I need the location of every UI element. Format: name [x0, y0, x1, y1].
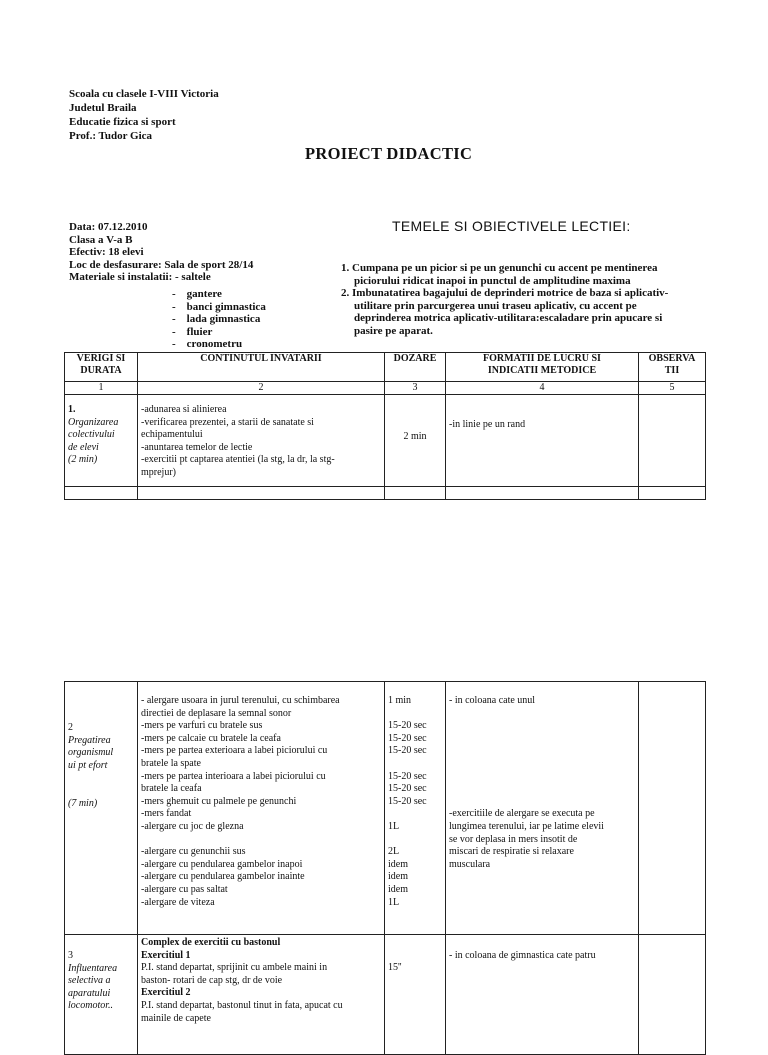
header-content: CONTINUTUL INVATARII: [138, 353, 385, 382]
objective-line: pasire pe aparat.: [354, 324, 433, 337]
stage-cell: 1. Organizarea colectivului de elevi (2 min): [65, 395, 138, 487]
col-number: 4: [446, 382, 639, 395]
lesson-info: [69, 221, 253, 284]
objective-line: piciorului ridicat inapoi in punctul de amplitudine maxima: [354, 274, 631, 287]
teacher-name: Prof.: Tudor Gica: [69, 130, 153, 142]
lesson-table-top: [64, 352, 706, 500]
notes-cell: [639, 682, 706, 935]
header-notes: OBSERVA TII: [639, 353, 706, 382]
lesson-place: Loc de desfasurare: Sala de sport 28/14: [69, 258, 254, 271]
notes-cell: [639, 935, 706, 1055]
table-row: [65, 395, 706, 487]
lesson-date: Data: 07.12.2010: [69, 221, 148, 233]
page-title: PROIECT DIDACTIC: [305, 144, 473, 163]
school-name: Scoala cu clasele I-VIII Victoria: [69, 88, 219, 100]
lesson-class: Clasa a V-a B: [69, 233, 133, 246]
notes-cell: [639, 395, 706, 487]
material-item: - lada gimnastica: [172, 313, 261, 326]
col-number: 3: [385, 382, 446, 395]
material-item: - gantere: [172, 288, 222, 300]
stage-number: 2: [68, 722, 73, 733]
table-row: [65, 487, 706, 500]
themes-title: TEMELE SI OBIECTIVELE LECTIEI:: [392, 218, 631, 234]
dose-cell: 1 min 15-20 sec 15-20 sec 15-20 sec 15-20 sec 15-20 sec 15-20 sec 1L 2L idem idem idem 1L: [385, 682, 446, 935]
school-header: [69, 87, 219, 143]
method-cell: - in coloana de gimnastica cate patru: [446, 935, 639, 1055]
objective-line: 2. Imbunatatirea bagajului de deprinderi motrice de baza si aplicativ-: [341, 287, 669, 300]
method-cell: -in linie pe un rand: [446, 395, 639, 487]
col-number: 2: [138, 382, 385, 395]
content-cell: -adunarea si alinierea -verificarea prezentei, a starii de sanatate si echipamentului -anuntarea temelor de lectie -exercitii pt captarea atentiei (la stg, la dr, la stg- mprejur): [138, 395, 385, 487]
table-row: [65, 935, 706, 1055]
lesson-table-bottom: [64, 681, 706, 1055]
material-item: - cronometru: [172, 338, 243, 351]
stage-cell: 2 Pregatirea organismul ui pt efort (7 min): [65, 682, 138, 935]
table-row: [65, 682, 706, 935]
objectives-list: [341, 262, 686, 338]
material-item: - fluier: [172, 325, 213, 338]
dose-cell: 2 min: [385, 395, 446, 487]
dose-cell: 15'': [385, 935, 446, 1055]
header-stage: VERIGI SI DURATA: [65, 353, 138, 382]
county-name: Judetul Braila: [69, 102, 137, 114]
col-number: 5: [639, 382, 706, 395]
objective-line: utilitare prin parcurgerea unui traseu aplicativ, cu accent pe: [354, 299, 637, 312]
objective-line: deprinderea motrica aplicativ-utilitara:escaladare prin apucare si: [354, 312, 663, 325]
objective-line: 1. Cumpana pe un picior si pe un genunchi cu accent pe mentinerea: [341, 262, 658, 274]
header-method: FORMATII DE LUCRU SI INDICATII METODICE: [446, 353, 639, 382]
table-header-row: [65, 353, 706, 382]
col-number: 1: [65, 382, 138, 395]
stage-cell: 3 Influentarea selectiva a aparatului locomotor..: [65, 935, 138, 1055]
content-cell: - alergare usoara in jurul terenului, cu schimbarea directiei de deplasare la semnal sonor -mers pe varfuri cu bratele sus -mers pe calcaie cu bratele la ceafa -mers pe partea exterioara a labei piciorului cu bratele la spate -mers pe partea interioara a labei piciorului cu bratele la ceafa -mers ghemuit cu palmele pe genunchi -mers fandat -alergare cu joc de glezna -alergare cu genunchii sus -alergare cu pendularea gambelor inapoi -alergare cu pendularea gambelor inainte -alergare cu pas saltat -alergare de viteza: [138, 682, 385, 935]
content-cell: Complex de exercitii cu bastonul Exercitiul 1 P.I. stand departat, sprijinit cu ambele maini in baston- rotari de cap stg, dr de voie Exercitiul 2 P.I. stand departat, bastonul tinut in fata, apucat cu mainile de capete: [138, 935, 385, 1055]
header-dose: DOZARE: [385, 353, 446, 382]
method-cell: - in coloana cate unul -exercitiile de alergare se executa pe lungimea terenului, iar pe latime elevii se vor deplasa in mers insotit de miscari de respiratie si relaxare musculara: [446, 682, 639, 935]
stage-number: 3: [68, 950, 73, 961]
lesson-count: Efectiv: 18 elevi: [69, 246, 144, 259]
materials-list: [172, 288, 266, 351]
subject-name: Educatie fizica si sport: [69, 116, 176, 128]
material-item: - banci gimnastica: [172, 300, 266, 313]
stage-number: 1.: [68, 404, 76, 415]
table-number-row: [65, 382, 706, 395]
materials-label: Materiale si instalatii: - saltele: [69, 271, 211, 284]
